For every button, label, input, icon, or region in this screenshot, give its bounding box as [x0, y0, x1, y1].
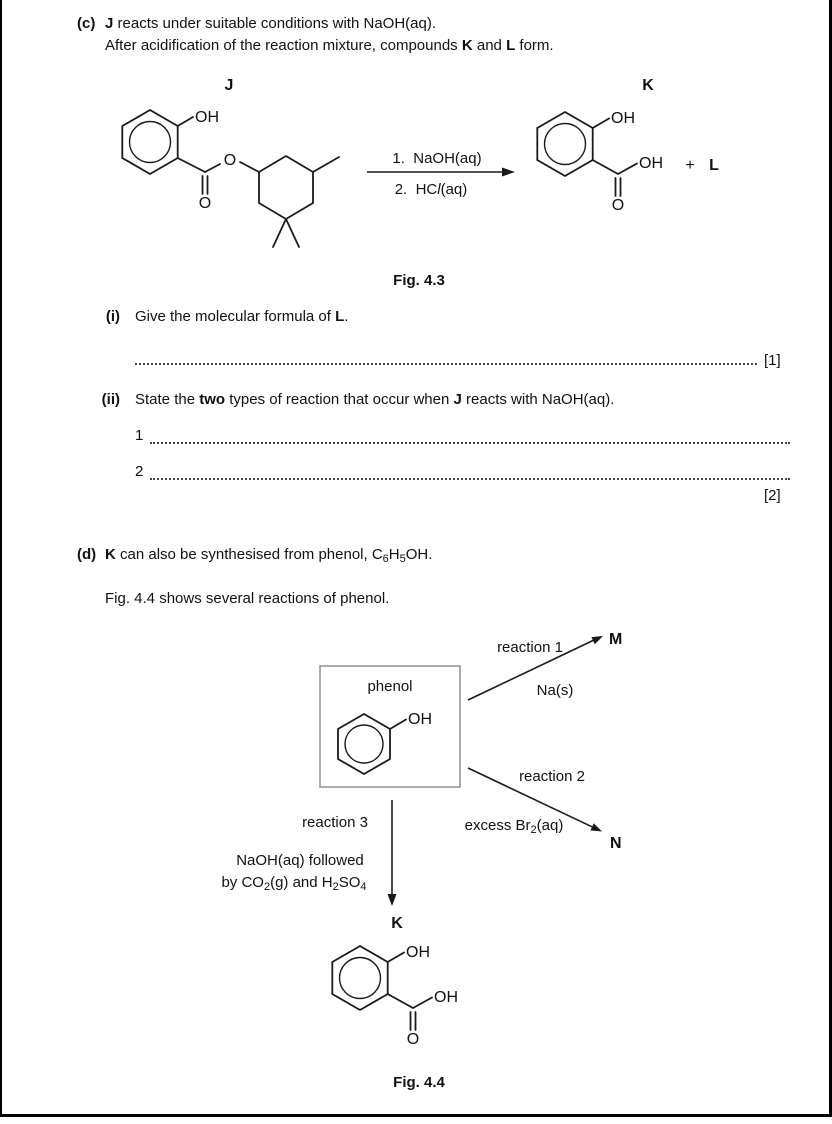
part-d-line-1 — [105, 546, 745, 565]
cond-mid: (g) and H — [270, 874, 333, 891]
compound-l-ref: L — [506, 37, 516, 54]
benzene-ring — [332, 946, 387, 1010]
reaction-1-arrow — [468, 631, 622, 700]
compound-l-ref: L — [335, 308, 345, 325]
step2-conditions — [395, 181, 468, 198]
reaction-1-label: reaction 1 — [497, 639, 563, 656]
arrow-head — [591, 636, 603, 644]
answer-row-1 — [135, 428, 790, 444]
question-i-text — [135, 308, 755, 325]
part-d-formula-oh: OH. — [405, 546, 433, 563]
reaction-2-label: reaction 2 — [519, 768, 585, 785]
step2-pre: 2. HC — [394, 181, 438, 198]
compound-k-label: K — [391, 915, 403, 932]
structure-k-bottom — [332, 915, 458, 1048]
reagent-post: (aq) — [536, 817, 564, 834]
bond — [388, 953, 404, 963]
question-ii-text-a: State the — [135, 391, 200, 408]
cond-so: SO — [338, 874, 361, 891]
hydroxyl-label: OH — [408, 711, 432, 728]
part-d-line-1-text: can also be synthesised from phenol, C — [115, 546, 383, 563]
question-i-text-a: Give the molecular formula of — [135, 308, 336, 325]
arrow-head — [388, 894, 397, 906]
methyl-bond — [313, 157, 339, 172]
bond — [178, 117, 193, 126]
answer-row-2 — [135, 464, 790, 480]
aromatic-circle — [345, 725, 383, 763]
methyl-bond — [273, 219, 286, 247]
subscript-5: 5 — [399, 553, 406, 565]
bond — [240, 162, 259, 172]
aromatic-circle — [340, 958, 381, 999]
subscript-4: 4 — [360, 881, 367, 893]
reaction-2-arrow — [465, 768, 622, 852]
bond — [388, 994, 413, 1008]
bond — [205, 164, 220, 172]
bond — [618, 164, 637, 175]
answer-line-i[interactable] — [135, 349, 757, 365]
step2-post: (aq) — [440, 181, 468, 198]
reaction-2-reagent — [465, 817, 564, 836]
hydroxyl-label: OH — [611, 110, 635, 127]
marks-i: [1] — [764, 352, 781, 369]
fig-4-4-diagram — [187, 625, 647, 1075]
fig-4-3-caption: Fig. 4.3 — [393, 272, 445, 289]
arrow-head — [502, 168, 515, 177]
step1-conditions: 1. NaOH(aq) — [392, 150, 482, 167]
structure-j — [122, 77, 339, 247]
aromatic-circle — [130, 122, 171, 163]
bond — [178, 158, 205, 172]
phenol-name: phenol — [367, 678, 413, 695]
question-ii-text-c: reacts with NaOH(aq). — [461, 391, 615, 408]
arrow-head — [590, 823, 602, 831]
answer-row-2-number: 2 — [135, 463, 144, 480]
acid-hydroxyl-label: OH — [639, 155, 663, 172]
compound-m-label: M — [609, 631, 623, 648]
part-c-line-2-text: After acidification of the reaction mixture, compounds — [105, 37, 462, 54]
compound-k-ref: K — [105, 546, 116, 563]
hydroxyl-label: OH — [195, 109, 219, 126]
question-i-number: (i) — [105, 308, 120, 325]
bond — [413, 998, 432, 1009]
marks-ii: [2] — [764, 487, 781, 504]
reaction-3-arrow — [221, 800, 396, 906]
acid-hydroxyl-label: OH — [434, 989, 458, 1006]
part-c-line-2-end: form. — [515, 37, 554, 54]
compound-k-label: K — [642, 77, 654, 94]
part-c-label: (c) — [77, 15, 96, 32]
ester-oxygen-label: O — [223, 152, 237, 169]
subscript-2: 2 — [332, 881, 339, 893]
two-emphasis: two — [199, 391, 226, 408]
compound-j-label: J — [224, 77, 234, 94]
subscript-2: 2 — [530, 824, 537, 836]
subscript-2: 2 — [263, 881, 271, 893]
compound-n-label: N — [610, 835, 622, 852]
fig-4-4-caption: Fig. 4.4 — [393, 1074, 445, 1091]
cond-pre: by CO — [221, 874, 264, 891]
phenol-box — [320, 666, 460, 787]
aromatic-circle — [545, 124, 586, 165]
part-d-line-2: Fig. 4.4 shows several reactions of phenol. — [105, 590, 390, 607]
methyl-bond — [286, 219, 299, 247]
benzene-ring — [122, 110, 177, 174]
part-c-line-2 — [105, 37, 765, 54]
compound-j-ref: J — [105, 15, 114, 32]
question-ii-text — [135, 391, 775, 408]
answer-row-1-number: 1 — [135, 427, 144, 444]
part-c-line-1 — [105, 15, 745, 32]
subscript-6: 6 — [382, 553, 389, 565]
part-c-line-1-text: reacts under suitable conditions with NaOH(aq). — [113, 15, 436, 32]
compound-k-ref: K — [461, 37, 473, 54]
question-ii-text-b: types of reaction that occur when — [225, 391, 454, 408]
question-ii-number: (ii) — [101, 391, 120, 408]
reaction-1-reagent: Na(s) — [536, 682, 574, 699]
part-d-formula-h: H — [388, 546, 400, 563]
step2-italic-l: l — [437, 181, 441, 198]
fig-4-3-scheme — [62, 65, 762, 270]
plus-sign: + — [685, 157, 695, 174]
reaction-3-conditions-2 — [221, 874, 366, 893]
bond — [593, 119, 609, 129]
compound-l-label: L — [709, 157, 719, 174]
cyclohexane-ring — [259, 156, 313, 219]
compound-j-ref: J — [453, 391, 462, 408]
answer-line-2[interactable] — [150, 478, 790, 480]
reagent-pre: excess Br — [464, 817, 531, 834]
reaction-conditions-arrow — [367, 150, 515, 198]
hydroxyl-label: OH — [406, 944, 430, 961]
part-d-label: (d) — [77, 546, 97, 563]
reaction-3-conditions-1: NaOH(aq) followed — [236, 852, 364, 869]
part-c-line-2-and: and — [472, 37, 507, 54]
question-i-text-b: . — [344, 308, 349, 325]
structure-k-top — [537, 77, 663, 214]
benzene-ring — [338, 714, 390, 774]
answer-line-1[interactable] — [150, 442, 790, 444]
carbonyl-oxygen-label: O — [198, 195, 212, 212]
reaction-3-label: reaction 3 — [302, 814, 368, 831]
benzene-ring — [537, 112, 592, 176]
carbonyl-oxygen-label: O — [406, 1031, 420, 1048]
bond — [390, 720, 406, 730]
bond — [593, 160, 618, 174]
carbonyl-oxygen-label: O — [611, 197, 625, 214]
